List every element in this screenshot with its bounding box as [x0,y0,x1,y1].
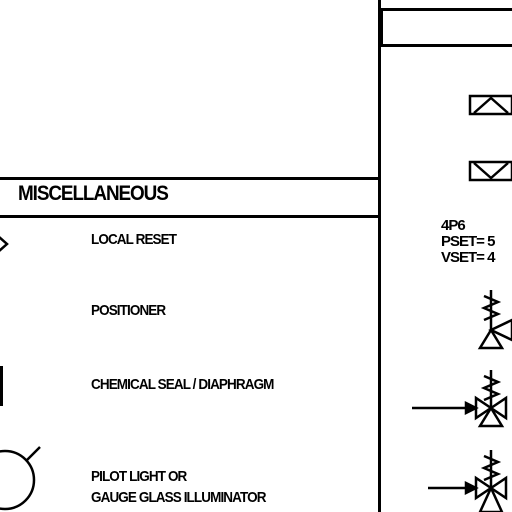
chevron-right-icon [0,236,7,252]
pilot-light-circle-icon [0,447,40,509]
pilot-light-label-line1: PILOT LIGHT OR [91,468,187,485]
section-title: MISCELLANEOUS [18,182,168,205]
instrument-tag-id: 4P6 [441,217,465,234]
legend-label-local-reset: LOCAL RESET [91,231,177,248]
instrument-tag-pset: PSET= 5 [441,233,495,250]
instrument-tag-vset: VSET= 4 [441,249,495,266]
spring-three-way-valve-icon [428,450,506,512]
legend-label-positioner: POSITIONER [91,302,166,319]
spring-valve-icon [480,290,512,348]
triangle-up-box-icon [470,96,512,114]
diaphragm-bar-icon [0,366,3,406]
spring-valve-with-arrow-icon [412,370,506,426]
legend-label-chemical-seal: CHEMICAL SEAL / DIAPHRAGM [91,376,274,393]
pilot-light-label-line2: GAUGE GLASS ILLUMINATOR [91,489,266,506]
triangle-down-box-icon [470,162,512,180]
